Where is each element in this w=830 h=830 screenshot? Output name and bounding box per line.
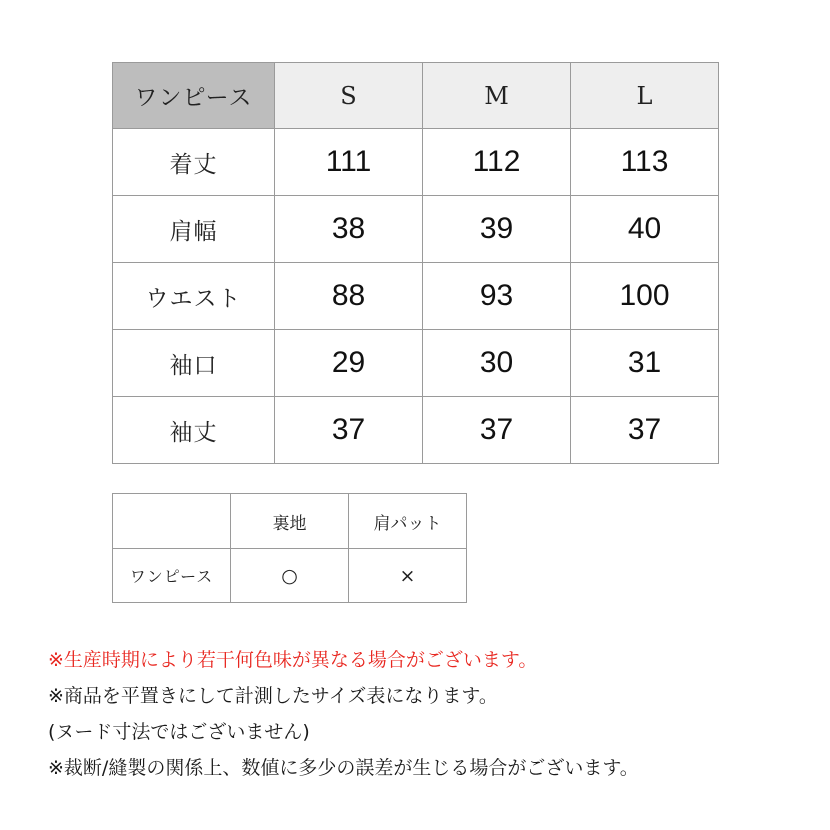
table-cell: 37: [275, 397, 423, 464]
table-cell: 37: [571, 397, 719, 464]
table-cell: 93: [423, 263, 571, 330]
garment-type-header: ワンピース: [113, 63, 275, 129]
row-label-length: 着丈: [113, 129, 275, 196]
nude-size-note: (ヌード寸法ではございません): [48, 721, 310, 743]
size-table: [112, 62, 719, 464]
table-row: [113, 196, 719, 263]
size-header-s: S: [275, 63, 423, 129]
lining-mark: ○: [231, 549, 349, 603]
color-variation-note: ※生産時期により若干何色味が異なる場合がございます。: [48, 649, 538, 671]
table-cell: 37: [423, 397, 571, 464]
row-label-sleeve-length: 袖丈: [113, 397, 275, 464]
measurement-method-note: ※商品を平置きにして計測したサイズ表になります。: [48, 685, 498, 707]
size-header-m: M: [423, 63, 571, 129]
table-row: [113, 549, 467, 603]
size-header-l: L: [571, 63, 719, 129]
tolerance-note: ※裁断/縫製の関係上、数値に多少の誤差が生じる場合がございます。: [48, 757, 639, 779]
table-cell: 30: [423, 330, 571, 397]
size-header-row: [113, 63, 719, 129]
feature-row-label: ワンピース: [113, 549, 231, 603]
row-label-cuff: 袖口: [113, 330, 275, 397]
feature-corner-cell: [113, 494, 231, 549]
table-cell: 88: [275, 263, 423, 330]
table-cell: 40: [571, 196, 719, 263]
shoulder-pad-mark: ×: [349, 549, 467, 603]
row-label-waist: ウエスト: [113, 263, 275, 330]
table-cell: 100: [571, 263, 719, 330]
row-label-shoulder: 肩幅: [113, 196, 275, 263]
table-row: [113, 129, 719, 196]
feature-header-row: [113, 494, 467, 549]
feature-header-shoulder-pad: 肩パット: [349, 494, 467, 549]
table-row: [113, 330, 719, 397]
feature-table: [112, 493, 467, 603]
table-cell: 38: [275, 196, 423, 263]
table-cell: 111: [275, 129, 423, 196]
table-cell: 113: [571, 129, 719, 196]
table-cell: 39: [423, 196, 571, 263]
table-row: [113, 397, 719, 464]
table-cell: 112: [423, 129, 571, 196]
feature-header-lining: 裏地: [231, 494, 349, 549]
table-cell: 29: [275, 330, 423, 397]
table-row: [113, 263, 719, 330]
table-cell: 31: [571, 330, 719, 397]
notes-block: [48, 642, 828, 786]
